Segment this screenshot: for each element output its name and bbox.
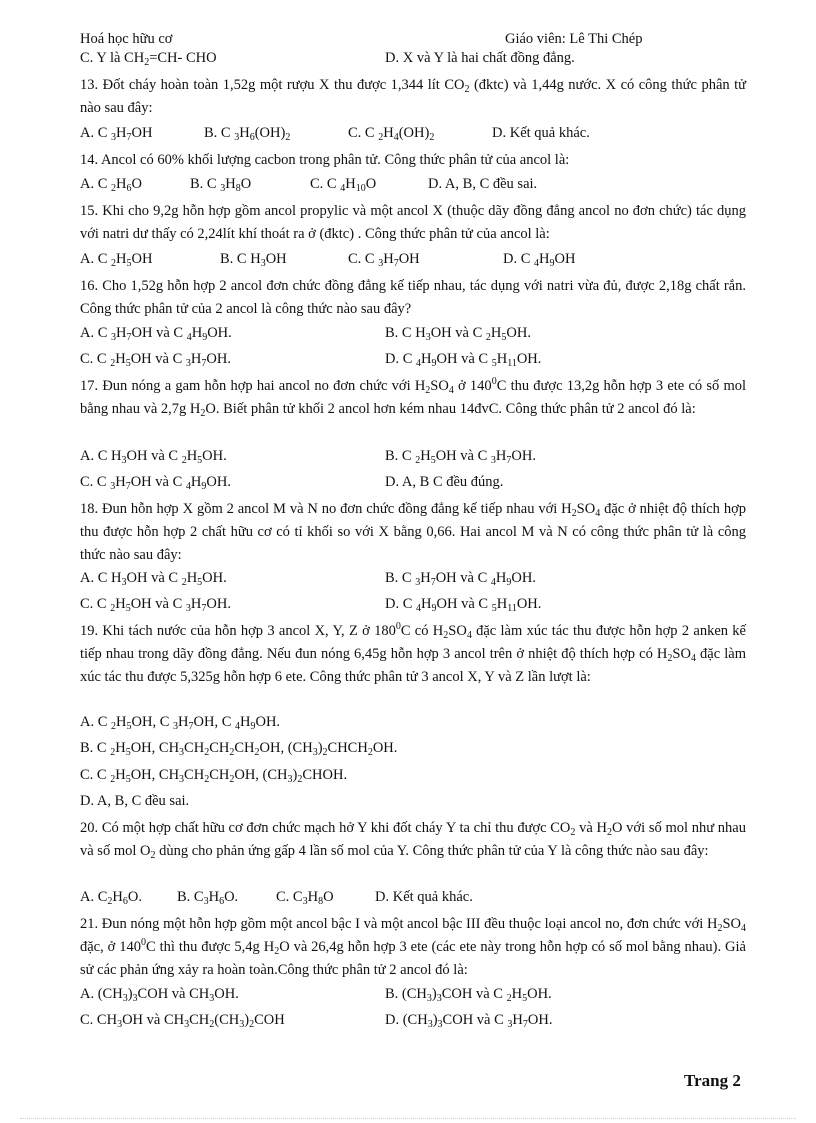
- option-b: B. $(CH_3)_3COH$ và C $_2H_5OH$.: [385, 986, 552, 1004]
- question-20: 20. Có một hợp chất hữu cơ đơn chức mạch hở Y khi đốt cháy Y ta chỉ thu được $CO_2$ và $H_2O$ với số mol như nhau và số mol $O_2$ dùng cho phản ứng gấp 4 lần số mol của Y. Công thức phân tử của Y là công thức nào sau đây:: [80, 820, 746, 861]
- option-d: D. A, B, C đều sai.: [428, 176, 538, 192]
- question-14-options: [80, 176, 746, 196]
- option-d: D. A, B, C đều sai.: [80, 793, 190, 809]
- option-d: D. X và Y là hai chất đồng đẳng.: [385, 50, 575, 66]
- option-d: D. A, B C đều đúng.: [385, 474, 504, 490]
- question-13: 13. Đốt cháy hoàn toàn 1,52g một rượu X thu được 1,344 lít $CO_2$ (đktc) và 1,44g nước. X có công thức phân tử nào sau đây:: [80, 77, 747, 116]
- option-d: D. C $_4H_9OH$: [503, 251, 576, 269]
- option-a: A. C $H_3OH$ và C $_2H_5OH$.: [80, 448, 227, 466]
- option-b: B. C $_3H_7OH$ và C $_4H_9OH$.: [385, 570, 536, 588]
- question-19: 19. Khi tách nước của hỗn hợp 3 ancol X, Y, Z ở $180^0C$ có $H_2SO_4$ đặc làm xúc tác thu được hỗn hợp 2 anken kế tiếp nhau trong dãy đồng đẳng. Nếu đun nóng 6,45g hỗn hợp 3 ancol trên ở nhiệt độ thích hợp có $H_2SO_4$ đặc làm xúc tác thu được 5,325g hỗn hợp 6 ete. Công thức phân tử 3 ancol X, Y và Z lần lượt là:: [80, 621, 746, 685]
- option-a: A. C $_3H_7OH$ và C $_4H_9OH$.: [80, 325, 232, 343]
- question-18-options-1: [80, 570, 746, 590]
- page-divider: [20, 1118, 796, 1119]
- option-b: B. C $_3H_8O$: [190, 176, 252, 194]
- option-a: A. $(CH_3)_3COH$ và $CH_3OH$.: [80, 986, 239, 1004]
- option-a: A. C $_2H_5OH$: [80, 251, 153, 269]
- question-21-options-2: [80, 1012, 746, 1032]
- option-c: C. C $_2H_4(OH)_2$: [348, 125, 435, 143]
- option-c: C. $C_3H_8O$: [276, 889, 334, 907]
- option-c: C. C $_3H_7OH$ và C $_4H_9OH$.: [80, 474, 231, 492]
- question-18: 18. Đun hỗn hợp X gồm 2 ancol M và N no đơn chức đồng đẳng kế tiếp nhau với $H_2SO_4$ đặc ở nhiệt độ thích hợp thu được hỗn hợp 2 chất hữu cơ có tỉ khối so với X bằng 0,66. Hai ancol M và N có công thức phân tử là công thức nào sau đây:: [80, 501, 746, 563]
- question-16: 16. Cho 1,52g hỗn hợp 2 ancol đơn chức đồng đẳng kế tiếp nhau, tác dụng với natri vừa đủ, được 2,18g chất rắn. Công thức phân tử của 2 ancol là công thức nào sau đây?: [80, 278, 746, 317]
- question-19-option-d-row: [80, 793, 746, 813]
- question-21-options-1: [80, 986, 746, 1006]
- question-19-option-c-row: [80, 767, 746, 787]
- option-d: D. Kết quả khác.: [375, 889, 473, 905]
- option-b: B. C $_3H_6(OH)_2$: [204, 125, 291, 143]
- option-c: C. C $_2H_5OH$, $CH_3CH_2CH_2OH$, $(CH_3)_2CHOH$.: [80, 767, 348, 785]
- option-c: C. Y là $CH_2=CH-$ CHO: [80, 50, 217, 68]
- question-20-options: [80, 889, 746, 909]
- question-16-options-1: [80, 325, 746, 345]
- question-17: 17. Đun nóng a gam hỗn hợp hai ancol no đơn chức với $H_2SO_4$ ở $140^0C$ thu được 13,2g hỗn hợp 3 ete có số mol bằng nhau và 2,7g $H_2O$. Biết phân tử khối 2 ancol hơn kém nhau 14đvC. Công thức phân tử 2 ancol đó là:: [80, 376, 746, 419]
- question-21: 21. Đun nóng một hỗn hợp gồm một ancol bậc I và một ancol bậc III đều thuộc loại ancol no, đơn chức với $H_2SO_4$ đặc, ở $140^0C$ thì thu được 5,4g $H_2O$ và 26,4g hỗn hợp 3 ete (các ete này trong hỗn hợp có số mol bằng nhau). Giả sử các phản ứng xảy ra hoàn toàn.Công thức phân tử 2 ancol đó là:: [80, 916, 746, 978]
- question-15-options: [80, 251, 746, 271]
- option-b: B. $C_3H_6O$.: [177, 889, 239, 907]
- subject-title: Hoá học hữu cơ: [80, 31, 173, 47]
- option-row: [80, 50, 746, 70]
- option-a: A. C $_2H_6O$: [80, 176, 142, 194]
- question-17-options-2: [80, 474, 746, 494]
- question-13-options: [80, 125, 746, 145]
- option-a: A. C $_2H_5OH$, C $_3H_7OH$, C $_4H_9OH$.: [80, 714, 281, 732]
- question-19-option-b-row: [80, 740, 746, 760]
- option-d: D. Kết quả khác.: [492, 125, 590, 141]
- option-b: B. C $H_3OH$ và C $_2H_5OH$.: [385, 325, 531, 343]
- page-number: Trang 2: [684, 1071, 741, 1090]
- option-a: A. C $_3H_7OH$: [80, 125, 153, 143]
- option-c: C. C $_3H_7OH$: [348, 251, 420, 269]
- option-c: C. C $_4H_{10}O$: [310, 176, 377, 194]
- option-c: C. C $_2H_5OH$ và C $_3H_7OH$.: [80, 351, 231, 369]
- option-a: A. $C_2H_6O$.: [80, 889, 142, 907]
- option-c: C. $CH_3OH$ và $CH_3CH_2(CH_3)_2COH$: [80, 1012, 285, 1030]
- question-14: 14. Ancol có 60% khối lượng cacbon trong phân tử. Công thức phân tử của ancol là:: [80, 152, 570, 168]
- option-d: D. C $_4H_9OH$ và C $_5H_{11}OH$.: [385, 596, 542, 614]
- option-c: C. C $_2H_5OH$ và C $_3H_7OH$.: [80, 596, 231, 614]
- option-a: A. C $H_3OH$ và C $_2H_5OH$.: [80, 570, 227, 588]
- question-15: 15. Khi cho 9,2g hỗn hợp gồm ancol propylic và một ancol X (thuộc dãy đồng đẳng ancol no đơn chức) tác dụng với natri dư thấy có 2,24lít khí thoát ra ở (đktc) . Công thức phân tử của ancol là:: [80, 203, 746, 242]
- question-18-options-2: [80, 596, 746, 616]
- option-b: B. C $_2H_5OH$ và C $_3H_7OH$.: [385, 448, 536, 466]
- question-19-option-a-row: [80, 714, 746, 734]
- page-header: [80, 31, 660, 49]
- option-d: D. C $_4H_9OH$ và C $_5H_{11}OH$.: [385, 351, 542, 369]
- teacher-name: Giáo viên: Lê Thi Chép: [505, 31, 643, 47]
- option-d: D. $(CH_3)_3COH$ và C $_3H_7OH$.: [385, 1012, 553, 1030]
- option-b: B. C $_2H_5OH$, $CH_3CH_2CH_2CH_2OH$, $(CH_3)_2CHCH_2OH$.: [80, 740, 398, 758]
- question-17-options-1: [80, 448, 746, 468]
- option-b: B. C $H_3OH$: [220, 251, 287, 269]
- question-16-options-2: [80, 351, 746, 371]
